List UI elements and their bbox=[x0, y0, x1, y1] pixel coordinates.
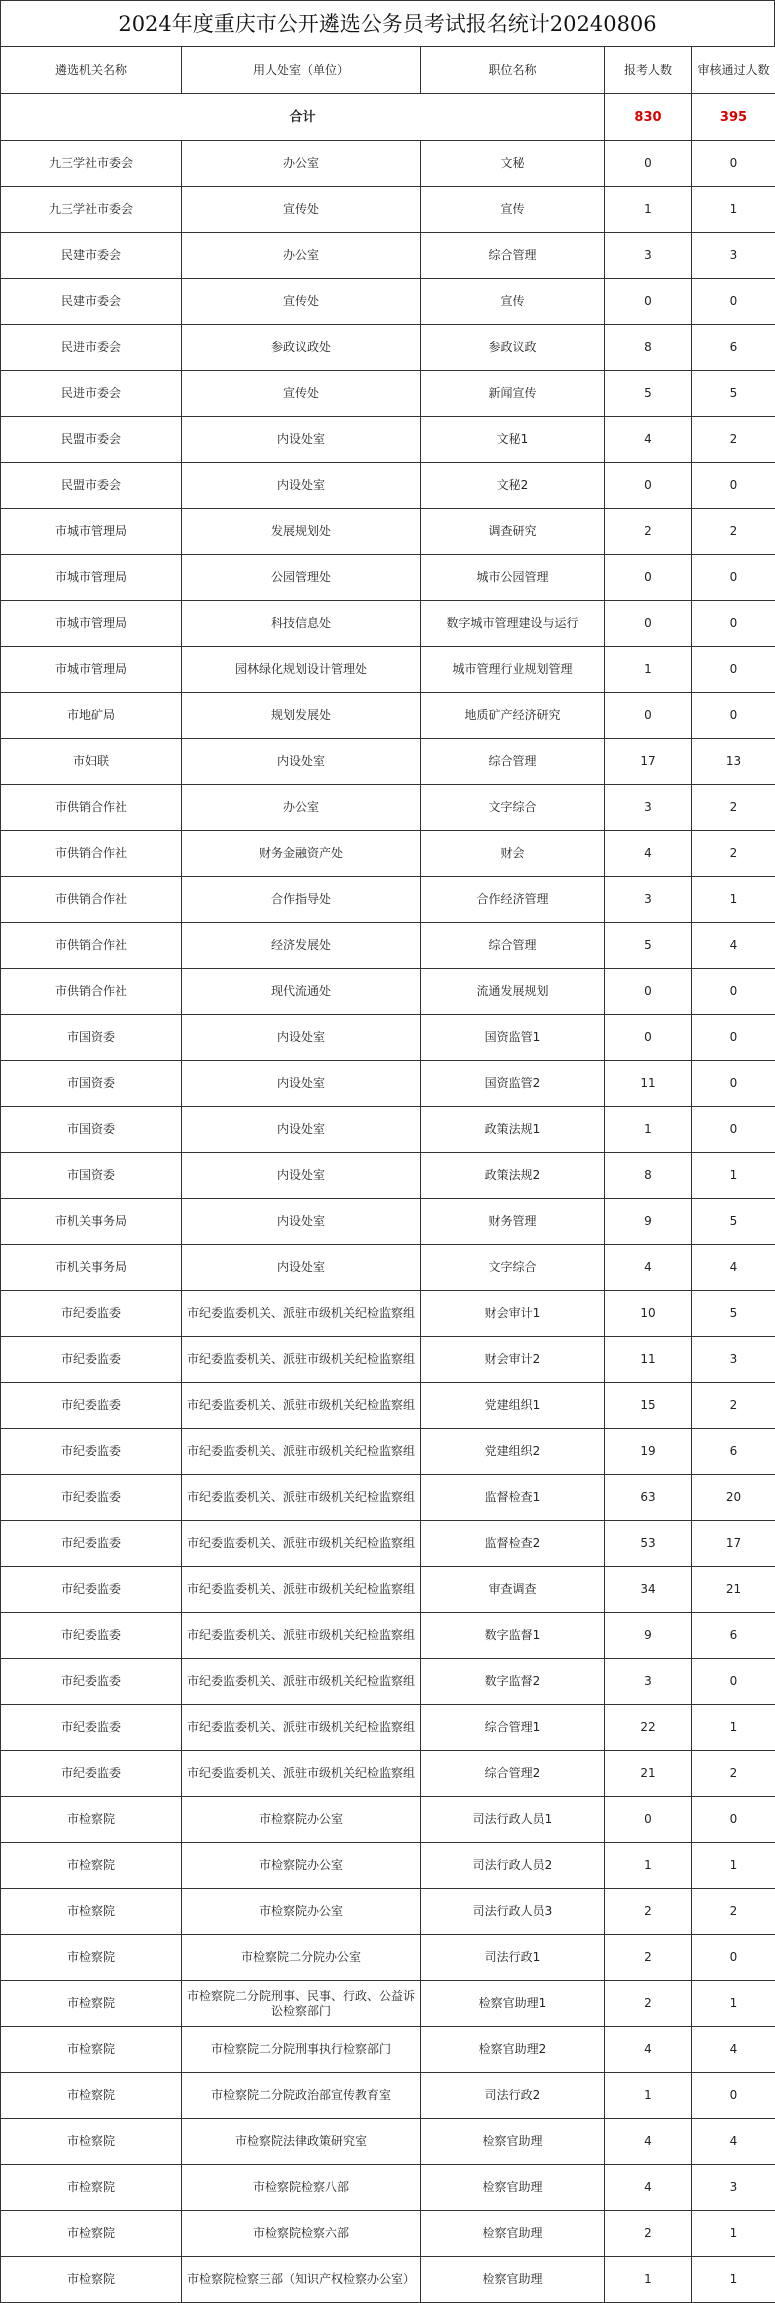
cell-department: 市检察院检察八部 bbox=[182, 2165, 421, 2211]
cell-applicants: 2 bbox=[605, 2211, 692, 2257]
cell-position: 文秘1 bbox=[421, 417, 605, 463]
cell-approved: 1 bbox=[692, 2257, 775, 2303]
table-row bbox=[1, 2119, 775, 2165]
cell-department: 参政议政处 bbox=[182, 325, 421, 371]
cell-position: 政策法规1 bbox=[421, 1107, 605, 1153]
cell-applicants: 5 bbox=[605, 923, 692, 969]
cell-agency: 市检察院 bbox=[1, 2257, 182, 2303]
header-department: 用人处室（单位） bbox=[182, 47, 421, 94]
cell-position: 检察官助理 bbox=[421, 2119, 605, 2165]
cell-department: 市纪委监委机关、派驻市级机关纪检监察组 bbox=[182, 1659, 421, 1705]
table-row bbox=[1, 923, 775, 969]
cell-department: 办公室 bbox=[182, 785, 421, 831]
cell-approved: 0 bbox=[692, 1107, 775, 1153]
cell-position: 党建组织2 bbox=[421, 1429, 605, 1475]
table-row bbox=[1, 325, 775, 371]
cell-department: 市纪委监委机关、派驻市级机关纪检监察组 bbox=[182, 1613, 421, 1659]
cell-approved: 0 bbox=[692, 279, 775, 325]
cell-position: 综合管理1 bbox=[421, 1705, 605, 1751]
cell-agency: 市供销合作社 bbox=[1, 969, 182, 1015]
cell-position: 检察官助理1 bbox=[421, 1981, 605, 2027]
cell-department: 办公室 bbox=[182, 141, 421, 187]
cell-department: 内设处室 bbox=[182, 739, 421, 785]
cell-position: 综合管理 bbox=[421, 923, 605, 969]
cell-applicants: 15 bbox=[605, 1383, 692, 1429]
cell-position: 宣传 bbox=[421, 279, 605, 325]
cell-agency: 市检察院 bbox=[1, 1889, 182, 1935]
cell-department: 市纪委监委机关、派驻市级机关纪检监察组 bbox=[182, 1291, 421, 1337]
cell-applicants: 53 bbox=[605, 1521, 692, 1567]
header-approved: 审核通过人数 bbox=[692, 47, 775, 94]
table-row bbox=[1, 1015, 775, 1061]
header-agency: 遴选机关名称 bbox=[1, 47, 182, 94]
cell-applicants: 0 bbox=[605, 969, 692, 1015]
statistics-table bbox=[0, 46, 775, 2303]
cell-applicants: 22 bbox=[605, 1705, 692, 1751]
cell-applicants: 1 bbox=[605, 1107, 692, 1153]
cell-applicants: 0 bbox=[605, 141, 692, 187]
total-approved: 395 bbox=[692, 94, 775, 141]
table-row bbox=[1, 1245, 775, 1291]
table-row bbox=[1, 1521, 775, 1567]
cell-applicants: 4 bbox=[605, 831, 692, 877]
cell-approved: 0 bbox=[692, 1015, 775, 1061]
table-row bbox=[1, 2027, 775, 2073]
cell-applicants: 3 bbox=[605, 785, 692, 831]
cell-department: 市检察院法律政策研究室 bbox=[182, 2119, 421, 2165]
table-row bbox=[1, 2257, 775, 2303]
table-row bbox=[1, 1061, 775, 1107]
table-row bbox=[1, 693, 775, 739]
cell-applicants: 19 bbox=[605, 1429, 692, 1475]
cell-department: 内设处室 bbox=[182, 1015, 421, 1061]
cell-approved: 2 bbox=[692, 1889, 775, 1935]
cell-agency: 市妇联 bbox=[1, 739, 182, 785]
cell-position: 参政议政 bbox=[421, 325, 605, 371]
cell-applicants: 2 bbox=[605, 1981, 692, 2027]
cell-position: 综合管理 bbox=[421, 233, 605, 279]
cell-department: 市纪委监委机关、派驻市级机关纪检监察组 bbox=[182, 1475, 421, 1521]
cell-department: 内设处室 bbox=[182, 1153, 421, 1199]
cell-applicants: 4 bbox=[605, 1245, 692, 1291]
cell-approved: 4 bbox=[692, 1245, 775, 1291]
cell-department: 市纪委监委机关、派驻市级机关纪检监察组 bbox=[182, 1521, 421, 1567]
sheet-title: 2024年度重庆市公开遴选公务员考试报名统计20240806 bbox=[0, 0, 775, 46]
cell-department: 市纪委监委机关、派驻市级机关纪检监察组 bbox=[182, 1705, 421, 1751]
cell-department: 市纪委监委机关、派驻市级机关纪检监察组 bbox=[182, 1383, 421, 1429]
cell-agency: 市纪委监委 bbox=[1, 1751, 182, 1797]
cell-position: 检察官助理 bbox=[421, 2211, 605, 2257]
cell-approved: 2 bbox=[692, 831, 775, 877]
cell-department: 经济发展处 bbox=[182, 923, 421, 969]
cell-position: 国资监管1 bbox=[421, 1015, 605, 1061]
cell-department: 内设处室 bbox=[182, 1061, 421, 1107]
cell-approved: 0 bbox=[692, 555, 775, 601]
cell-approved: 0 bbox=[692, 2073, 775, 2119]
cell-position: 城市公园管理 bbox=[421, 555, 605, 601]
cell-department: 内设处室 bbox=[182, 463, 421, 509]
table-row bbox=[1, 1153, 775, 1199]
table-row bbox=[1, 1751, 775, 1797]
cell-applicants: 9 bbox=[605, 1613, 692, 1659]
cell-agency: 市纪委监委 bbox=[1, 1659, 182, 1705]
cell-department: 市检察院办公室 bbox=[182, 1843, 421, 1889]
cell-department: 财务金融资产处 bbox=[182, 831, 421, 877]
table-row bbox=[1, 1797, 775, 1843]
cell-approved: 6 bbox=[692, 325, 775, 371]
cell-agency: 市纪委监委 bbox=[1, 1475, 182, 1521]
cell-agency: 市检察院 bbox=[1, 2211, 182, 2257]
cell-approved: 1 bbox=[692, 187, 775, 233]
table-row bbox=[1, 141, 775, 187]
cell-approved: 5 bbox=[692, 1291, 775, 1337]
cell-approved: 2 bbox=[692, 417, 775, 463]
cell-agency: 市检察院 bbox=[1, 2165, 182, 2211]
cell-approved: 2 bbox=[692, 1383, 775, 1429]
cell-position: 新闻宣传 bbox=[421, 371, 605, 417]
cell-approved: 3 bbox=[692, 2165, 775, 2211]
cell-department: 市检察院二分院办公室 bbox=[182, 1935, 421, 1981]
cell-agency: 市城市管理局 bbox=[1, 555, 182, 601]
table-row bbox=[1, 1107, 775, 1153]
table-row bbox=[1, 785, 775, 831]
cell-approved: 5 bbox=[692, 1199, 775, 1245]
table-row bbox=[1, 1705, 775, 1751]
cell-agency: 市检察院 bbox=[1, 1981, 182, 2027]
cell-approved: 4 bbox=[692, 923, 775, 969]
cell-agency: 市检察院 bbox=[1, 2119, 182, 2165]
cell-applicants: 4 bbox=[605, 2119, 692, 2165]
cell-agency: 市纪委监委 bbox=[1, 1337, 182, 1383]
cell-agency: 市供销合作社 bbox=[1, 785, 182, 831]
cell-position: 财会审计1 bbox=[421, 1291, 605, 1337]
cell-agency: 九三学社市委会 bbox=[1, 187, 182, 233]
cell-agency: 市纪委监委 bbox=[1, 1383, 182, 1429]
cell-agency: 市国资委 bbox=[1, 1061, 182, 1107]
cell-agency: 市检察院 bbox=[1, 1843, 182, 1889]
cell-approved: 0 bbox=[692, 601, 775, 647]
cell-position: 检察官助理 bbox=[421, 2165, 605, 2211]
cell-department: 市检察院检察三部（知识产权检察办公室） bbox=[182, 2257, 421, 2303]
cell-approved: 4 bbox=[692, 2027, 775, 2073]
header-position: 职位名称 bbox=[421, 47, 605, 94]
cell-agency: 市城市管理局 bbox=[1, 601, 182, 647]
cell-position: 司法行政2 bbox=[421, 2073, 605, 2119]
table-row bbox=[1, 555, 775, 601]
cell-approved: 0 bbox=[692, 969, 775, 1015]
table-row bbox=[1, 969, 775, 1015]
table-row bbox=[1, 1889, 775, 1935]
cell-department: 市检察院检察六部 bbox=[182, 2211, 421, 2257]
cell-department: 宣传处 bbox=[182, 187, 421, 233]
table-row bbox=[1, 1291, 775, 1337]
cell-position: 政策法规2 bbox=[421, 1153, 605, 1199]
cell-applicants: 4 bbox=[605, 2027, 692, 2073]
cell-approved: 0 bbox=[692, 1061, 775, 1107]
cell-applicants: 11 bbox=[605, 1061, 692, 1107]
table-row bbox=[1, 2211, 775, 2257]
cell-position: 文字综合 bbox=[421, 785, 605, 831]
cell-approved: 1 bbox=[692, 2211, 775, 2257]
table-row bbox=[1, 1199, 775, 1245]
cell-position: 数字监督1 bbox=[421, 1613, 605, 1659]
cell-applicants: 5 bbox=[605, 371, 692, 417]
table-row bbox=[1, 877, 775, 923]
cell-position: 财会 bbox=[421, 831, 605, 877]
cell-department: 市检察院二分院刑事、民事、行政、公益诉讼检察部门 bbox=[182, 1981, 421, 2027]
cell-position: 检察官助理2 bbox=[421, 2027, 605, 2073]
cell-agency: 九三学社市委会 bbox=[1, 141, 182, 187]
cell-applicants: 0 bbox=[605, 555, 692, 601]
cell-agency: 市纪委监委 bbox=[1, 1567, 182, 1613]
table-row bbox=[1, 187, 775, 233]
cell-position: 财会审计2 bbox=[421, 1337, 605, 1383]
table-row bbox=[1, 601, 775, 647]
cell-approved: 0 bbox=[692, 141, 775, 187]
cell-department: 内设处室 bbox=[182, 1245, 421, 1291]
cell-position: 调查研究 bbox=[421, 509, 605, 555]
cell-agency: 市纪委监委 bbox=[1, 1613, 182, 1659]
cell-department: 宣传处 bbox=[182, 371, 421, 417]
cell-department: 市纪委监委机关、派驻市级机关纪检监察组 bbox=[182, 1567, 421, 1613]
table-row bbox=[1, 1613, 775, 1659]
cell-agency: 市国资委 bbox=[1, 1107, 182, 1153]
cell-approved: 5 bbox=[692, 371, 775, 417]
cell-agency: 市城市管理局 bbox=[1, 647, 182, 693]
cell-applicants: 2 bbox=[605, 1889, 692, 1935]
cell-department: 园林绿化规划设计管理处 bbox=[182, 647, 421, 693]
cell-position: 综合管理 bbox=[421, 739, 605, 785]
cell-position: 综合管理2 bbox=[421, 1751, 605, 1797]
cell-position: 流通发展规划 bbox=[421, 969, 605, 1015]
table-row bbox=[1, 1659, 775, 1705]
cell-position: 地质矿产经济研究 bbox=[421, 693, 605, 739]
cell-applicants: 3 bbox=[605, 233, 692, 279]
table-row bbox=[1, 1475, 775, 1521]
cell-approved: 0 bbox=[692, 647, 775, 693]
cell-agency: 市纪委监委 bbox=[1, 1705, 182, 1751]
cell-agency: 市供销合作社 bbox=[1, 877, 182, 923]
cell-department: 现代流通处 bbox=[182, 969, 421, 1015]
cell-applicants: 0 bbox=[605, 463, 692, 509]
cell-agency: 民建市委会 bbox=[1, 233, 182, 279]
cell-position: 司法行政1 bbox=[421, 1935, 605, 1981]
table-row bbox=[1, 739, 775, 785]
table-row bbox=[1, 1843, 775, 1889]
cell-agency: 市检察院 bbox=[1, 2073, 182, 2119]
cell-agency: 民进市委会 bbox=[1, 325, 182, 371]
cell-agency: 民盟市委会 bbox=[1, 463, 182, 509]
cell-agency: 市检察院 bbox=[1, 2027, 182, 2073]
cell-agency: 市检察院 bbox=[1, 1935, 182, 1981]
cell-position: 监督检查2 bbox=[421, 1521, 605, 1567]
cell-agency: 市纪委监委 bbox=[1, 1521, 182, 1567]
cell-approved: 4 bbox=[692, 2119, 775, 2165]
cell-agency: 市供销合作社 bbox=[1, 831, 182, 877]
cell-position: 监督检查1 bbox=[421, 1475, 605, 1521]
table-row bbox=[1, 647, 775, 693]
header-applicants: 报考人数 bbox=[605, 47, 692, 94]
cell-agency: 市地矿局 bbox=[1, 693, 182, 739]
cell-agency: 市国资委 bbox=[1, 1015, 182, 1061]
cell-applicants: 0 bbox=[605, 601, 692, 647]
cell-applicants: 1 bbox=[605, 187, 692, 233]
cell-approved: 1 bbox=[692, 1705, 775, 1751]
cell-approved: 17 bbox=[692, 1521, 775, 1567]
cell-agency: 市纪委监委 bbox=[1, 1291, 182, 1337]
table-row bbox=[1, 1337, 775, 1383]
table-row bbox=[1, 1567, 775, 1613]
cell-applicants: 10 bbox=[605, 1291, 692, 1337]
cell-approved: 2 bbox=[692, 509, 775, 555]
cell-applicants: 2 bbox=[605, 509, 692, 555]
table-row bbox=[1, 233, 775, 279]
cell-department: 发展规划处 bbox=[182, 509, 421, 555]
cell-approved: 6 bbox=[692, 1613, 775, 1659]
cell-department: 宣传处 bbox=[182, 279, 421, 325]
cell-department: 市检察院办公室 bbox=[182, 1797, 421, 1843]
cell-department: 内设处室 bbox=[182, 1107, 421, 1153]
cell-applicants: 0 bbox=[605, 1015, 692, 1061]
cell-applicants: 0 bbox=[605, 279, 692, 325]
cell-approved: 21 bbox=[692, 1567, 775, 1613]
cell-approved: 3 bbox=[692, 233, 775, 279]
cell-applicants: 1 bbox=[605, 2257, 692, 2303]
cell-applicants: 1 bbox=[605, 2073, 692, 2119]
cell-agency: 市机关事务局 bbox=[1, 1199, 182, 1245]
cell-approved: 0 bbox=[692, 1935, 775, 1981]
cell-applicants: 0 bbox=[605, 693, 692, 739]
cell-department: 市纪委监委机关、派驻市级机关纪检监察组 bbox=[182, 1751, 421, 1797]
cell-department: 公园管理处 bbox=[182, 555, 421, 601]
cell-position: 文秘 bbox=[421, 141, 605, 187]
cell-department: 市纪委监委机关、派驻市级机关纪检监察组 bbox=[182, 1429, 421, 1475]
cell-department: 办公室 bbox=[182, 233, 421, 279]
cell-department: 内设处室 bbox=[182, 417, 421, 463]
cell-approved: 0 bbox=[692, 693, 775, 739]
cell-position: 国资监管2 bbox=[421, 1061, 605, 1107]
cell-approved: 0 bbox=[692, 1659, 775, 1705]
table-row bbox=[1, 1383, 775, 1429]
cell-position: 数字监督2 bbox=[421, 1659, 605, 1705]
cell-applicants: 17 bbox=[605, 739, 692, 785]
cell-department: 规划发展处 bbox=[182, 693, 421, 739]
table-row bbox=[1, 2073, 775, 2119]
cell-applicants: 4 bbox=[605, 2165, 692, 2211]
table-row bbox=[1, 2165, 775, 2211]
cell-approved: 13 bbox=[692, 739, 775, 785]
cell-applicants: 1 bbox=[605, 647, 692, 693]
cell-applicants: 1 bbox=[605, 1843, 692, 1889]
cell-approved: 3 bbox=[692, 1337, 775, 1383]
cell-department: 市检察院二分院政治部宣传教育室 bbox=[182, 2073, 421, 2119]
cell-applicants: 3 bbox=[605, 1659, 692, 1705]
cell-department: 市检察院办公室 bbox=[182, 1889, 421, 1935]
cell-applicants: 8 bbox=[605, 325, 692, 371]
cell-agency: 市纪委监委 bbox=[1, 1429, 182, 1475]
cell-position: 审查调查 bbox=[421, 1567, 605, 1613]
table-row bbox=[1, 371, 775, 417]
cell-applicants: 9 bbox=[605, 1199, 692, 1245]
table-row bbox=[1, 279, 775, 325]
cell-position: 党建组织1 bbox=[421, 1383, 605, 1429]
cell-approved: 0 bbox=[692, 1797, 775, 1843]
cell-position: 司法行政人员1 bbox=[421, 1797, 605, 1843]
cell-approved: 1 bbox=[692, 877, 775, 923]
cell-department: 合作指导处 bbox=[182, 877, 421, 923]
cell-position: 文秘2 bbox=[421, 463, 605, 509]
table-row bbox=[1, 463, 775, 509]
total-applicants: 830 bbox=[605, 94, 692, 141]
cell-agency: 市检察院 bbox=[1, 1797, 182, 1843]
cell-applicants: 0 bbox=[605, 1797, 692, 1843]
cell-approved: 1 bbox=[692, 1843, 775, 1889]
cell-applicants: 21 bbox=[605, 1751, 692, 1797]
cell-agency: 民建市委会 bbox=[1, 279, 182, 325]
cell-agency: 民进市委会 bbox=[1, 371, 182, 417]
cell-applicants: 63 bbox=[605, 1475, 692, 1521]
cell-approved: 20 bbox=[692, 1475, 775, 1521]
cell-applicants: 4 bbox=[605, 417, 692, 463]
cell-approved: 0 bbox=[692, 463, 775, 509]
cell-department: 市检察院二分院刑事执行检察部门 bbox=[182, 2027, 421, 2073]
cell-agency: 市机关事务局 bbox=[1, 1245, 182, 1291]
cell-department: 市纪委监委机关、派驻市级机关纪检监察组 bbox=[182, 1337, 421, 1383]
total-row bbox=[1, 94, 775, 141]
table-row bbox=[1, 1429, 775, 1475]
cell-agency: 民盟市委会 bbox=[1, 417, 182, 463]
cell-position: 城市管理行业规划管理 bbox=[421, 647, 605, 693]
cell-agency: 市城市管理局 bbox=[1, 509, 182, 555]
cell-applicants: 3 bbox=[605, 877, 692, 923]
cell-agency: 市国资委 bbox=[1, 1153, 182, 1199]
cell-position: 检察官助理 bbox=[421, 2257, 605, 2303]
cell-position: 财务管理 bbox=[421, 1199, 605, 1245]
cell-position: 宣传 bbox=[421, 187, 605, 233]
table-row bbox=[1, 1981, 775, 2027]
table-row bbox=[1, 1935, 775, 1981]
table-row bbox=[1, 509, 775, 555]
cell-applicants: 11 bbox=[605, 1337, 692, 1383]
cell-position: 合作经济管理 bbox=[421, 877, 605, 923]
cell-agency: 市供销合作社 bbox=[1, 923, 182, 969]
cell-position: 司法行政人员3 bbox=[421, 1889, 605, 1935]
cell-position: 数字城市管理建设与运行 bbox=[421, 601, 605, 647]
cell-approved: 2 bbox=[692, 785, 775, 831]
table-row bbox=[1, 831, 775, 877]
cell-position: 司法行政人员2 bbox=[421, 1843, 605, 1889]
header-row bbox=[1, 47, 775, 94]
cell-applicants: 34 bbox=[605, 1567, 692, 1613]
cell-position: 文字综合 bbox=[421, 1245, 605, 1291]
cell-approved: 1 bbox=[692, 1981, 775, 2027]
cell-department: 内设处室 bbox=[182, 1199, 421, 1245]
cell-approved: 6 bbox=[692, 1429, 775, 1475]
table-row bbox=[1, 417, 775, 463]
cell-approved: 2 bbox=[692, 1751, 775, 1797]
cell-applicants: 8 bbox=[605, 1153, 692, 1199]
cell-department: 科技信息处 bbox=[182, 601, 421, 647]
cell-approved: 1 bbox=[692, 1153, 775, 1199]
total-label: 合计 bbox=[1, 94, 605, 141]
cell-applicants: 2 bbox=[605, 1935, 692, 1981]
